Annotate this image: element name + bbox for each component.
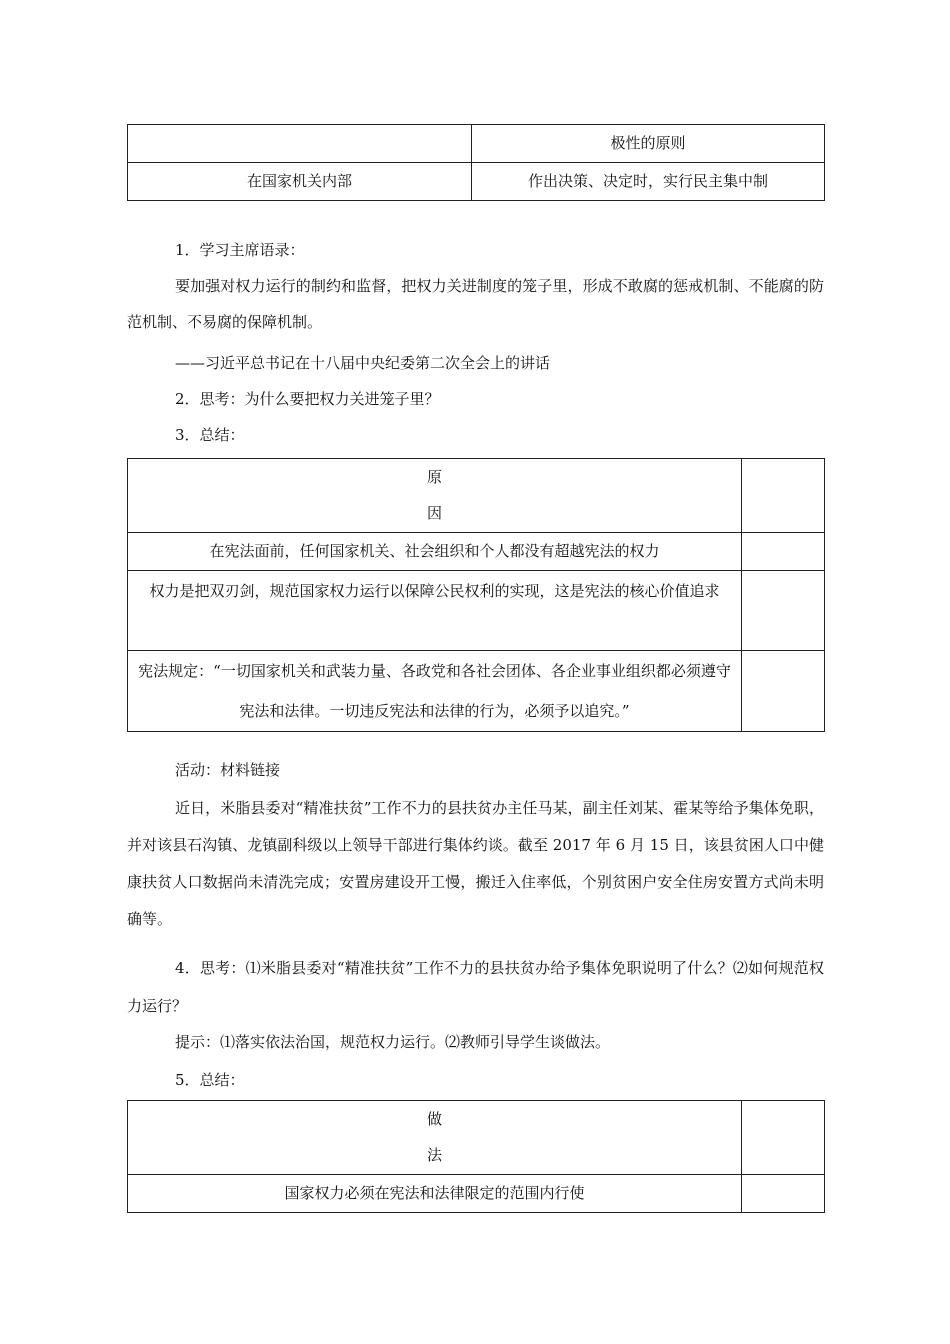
section4-hint: 提示：⑴落实依法治国，规范权力运行。⑵教师引导学生谈做法。 [175, 1033, 611, 1051]
reason-row-1-side [742, 533, 825, 571]
reason-header-line2: 因 [426, 504, 442, 522]
principle-table-r2-right: 作出决策、决定时，实行民主集中制 [472, 163, 825, 201]
section5-heading: 5．总结： [175, 1071, 245, 1089]
reason-table [127, 458, 825, 732]
section1-source: ——习近平总书记在十八届中央纪委第二次全会上的讲话 [175, 354, 551, 372]
reason-row-1: 在宪法面前，任何国家机关、社会组织和个人都没有超越宪法的权力 [128, 533, 742, 571]
method-header-line1: 做 [426, 1110, 442, 1128]
method-table-header [128, 1101, 742, 1175]
principle-table-r2-left: 在国家机关内部 [128, 163, 472, 201]
section4-question: 4．思考：⑴米脂县委对“精准扶贫”工作不力的县扶贫办给予集体免职说明了什么？⑵如何规范权力运行？ [127, 959, 824, 1015]
method-table [127, 1100, 825, 1213]
reason-row-3: 宪法规定：“一切国家机关和武装力量、各政党和各社会团体、各企业事业组织都必须遵守宪法和法律。一切违反宪法和法律的行为，必须予以追究。” [128, 651, 742, 732]
activity-heading: 活动：材料链接 [175, 761, 281, 779]
reason-row-3-side [742, 651, 825, 732]
reason-table-side [742, 459, 825, 533]
reason-table-header [128, 459, 742, 533]
method-row-1: 国家权力必须在宪法和法律限定的范围内行使 [128, 1175, 742, 1213]
section2-heading: 2．思考：为什么要把权力关进笼子里？ [175, 390, 440, 408]
reason-header-line1: 原 [426, 468, 442, 486]
principle-table-r1-right: 极性的原则 [472, 125, 825, 163]
activity-text: 近日，米脂县委对“精准扶贫”工作不力的县扶贫办主任马某，副主任刘某、霍某等给予集体免职，并对该县石沟镇、龙镇副科级以上领导干部进行集体约谈。截至 2017 年 6 月 15 日，该县贫困人口中健康扶贫人口数据尚未清洗完成；安置房建设开工慢，搬迁入住率低，个别贫困户安全住房安置方式尚未明确等。 [127, 799, 824, 928]
principle-table [127, 124, 825, 201]
section1-quote: 要加强对权力运行的制约和监督，把权力关进制度的笼子里，形成不敢腐的惩戒机制、不能腐的防范机制、不易腐的保障机制。 [127, 277, 824, 331]
principle-table-r1-left [128, 125, 472, 163]
reason-row-2-side [742, 571, 825, 651]
method-row-1-side [742, 1175, 825, 1213]
section1-heading: 1．学习主席语录： [175, 241, 305, 259]
method-header-line2: 法 [426, 1146, 442, 1164]
section3-heading: 3．总结： [175, 426, 245, 444]
reason-row-2: 权力是把双刃剑，规范国家权力运行以保障公民权利的实现，这是宪法的核心价值追求 [128, 571, 742, 651]
method-table-side [742, 1101, 825, 1175]
